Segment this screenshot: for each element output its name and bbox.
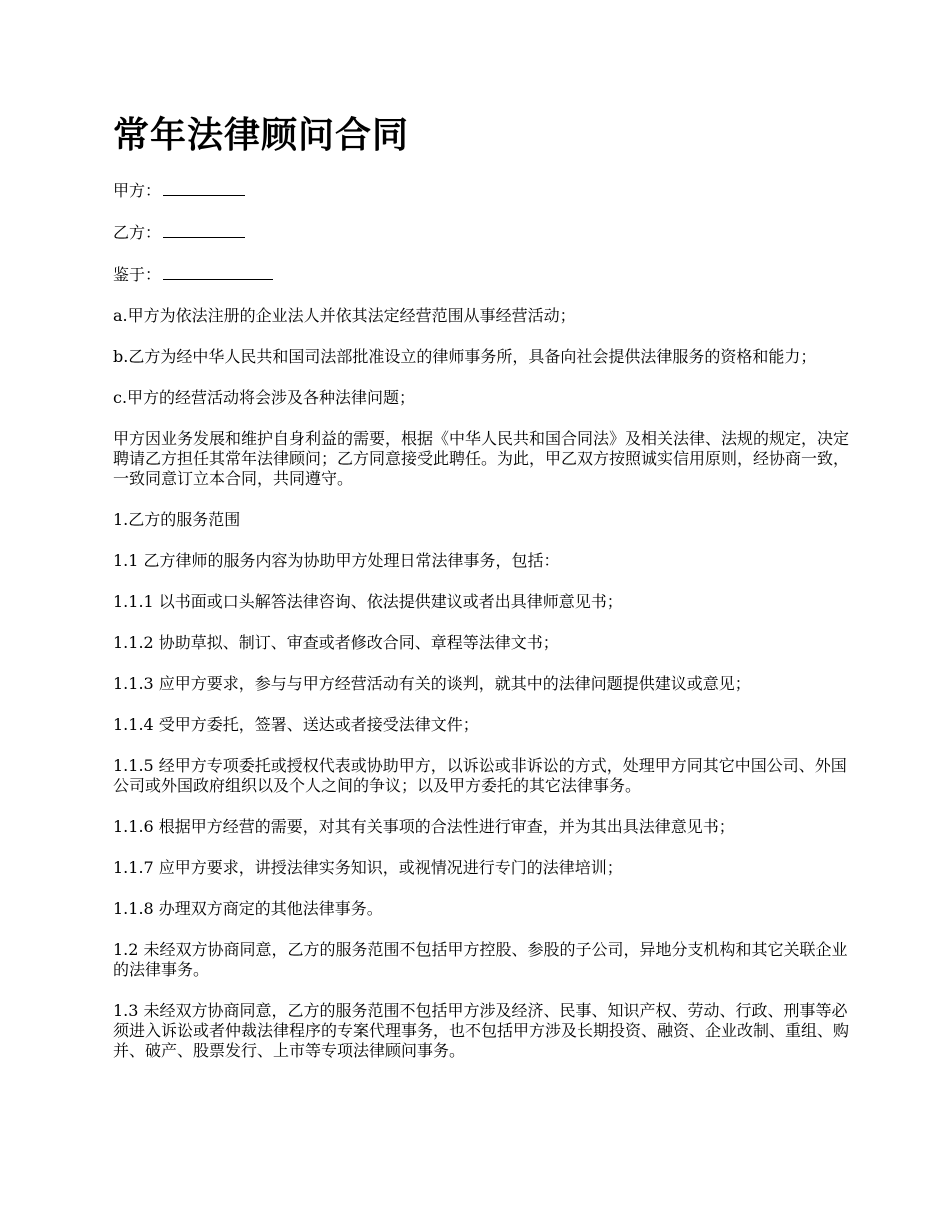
clause-1-2: 1.2 未经双方协商同意，乙方的服务范围不包括甲方控股、参股的子公司，异地分支机构和其它关联企业的法律事务。 [113, 940, 848, 979]
document-title: 常年法律顾问合同 [113, 115, 410, 156]
recital-a: a.甲方为依法注册的企业法人并依其法定经营范围从事经营活动； [113, 306, 576, 325]
party-b-line [113, 222, 858, 243]
recital-c: c.甲方的经营活动将会涉及各种法律问题； [113, 388, 416, 407]
party-b-blank [163, 222, 245, 238]
contract-document [113, 112, 858, 1082]
party-a-blank [163, 180, 245, 196]
recital-b: b.乙方为经中华人民共和国司法部批准设立的律师事务所，具备向社会提供法律服务的资格和能力； [113, 347, 817, 366]
clause-1-1-7: 1.1.7 应甲方要求，讲授法律实务知识，或视情况进行专门的法律培训； [113, 858, 623, 877]
section-heading-service-scope: 1.乙方的服务范围 [113, 510, 241, 529]
clause-1-1-2: 1.1.2 协助草拟、制订、审查或者修改合同、章程等法律文书； [113, 633, 559, 652]
whereas-blank [163, 264, 273, 280]
clause-1-1-6: 1.1.6 根据甲方经营的需要，对其有关事项的合法性进行审查，并为其出具法律意见书； [113, 817, 735, 836]
whereas-label: 鉴于： [113, 265, 162, 284]
party-a-line [113, 180, 858, 201]
party-b-label: 乙方： [113, 223, 162, 242]
clause-1-1-4: 1.1.4 受甲方委托，签署、送达或者接受法律文件； [113, 715, 479, 734]
clause-1-1-8: 1.1.8 办理双方商定的其他法律事务。 [113, 899, 383, 918]
clause-1-1-1: 1.1.1 以书面或口头解答法律咨询、依法提供建议或者出具律师意见书； [113, 592, 623, 611]
clause-1-1: 1.1 乙方律师的服务内容为协助甲方处理日常法律事务，包括： [113, 551, 560, 570]
clause-1-3: 1.3 未经双方协商同意，乙方的服务范围不包括甲方涉及经济、民事、知识产权、劳动、行政、刑事等必须进入诉讼或者仲裁法律程序的专案代理事务，也不包括甲方涉及长期投资、融资、企业改制、重组、购并、破产、股票发行、上市等专项法律顾问事务。 [113, 1001, 850, 1060]
whereas-line [113, 264, 858, 285]
party-a-label: 甲方： [113, 181, 162, 200]
clause-1-1-3: 1.1.3 应甲方要求，参与与甲方经营活动有关的谈判，就其中的法律问题提供建议或意见； [113, 674, 751, 693]
clause-1-1-5: 1.1.5 经甲方专项委托或授权代表或协助甲方，以诉讼或非诉讼的方式，处理甲方同其它中国公司、外国公司或外国政府组织以及个人之间的争议；以及甲方委托的其它法律事务。 [113, 756, 847, 795]
preamble: 甲方因业务发展和维护自身利益的需要，根据《中华人民共和国合同法》及相关法律、法规的规定，决定聘请乙方担任其常年法律顾问；乙方同意接受此聘任。为此，甲乙双方按照诚实信用原则，经协商一致，一致同意订立本合同，共同遵守。 [113, 429, 850, 488]
